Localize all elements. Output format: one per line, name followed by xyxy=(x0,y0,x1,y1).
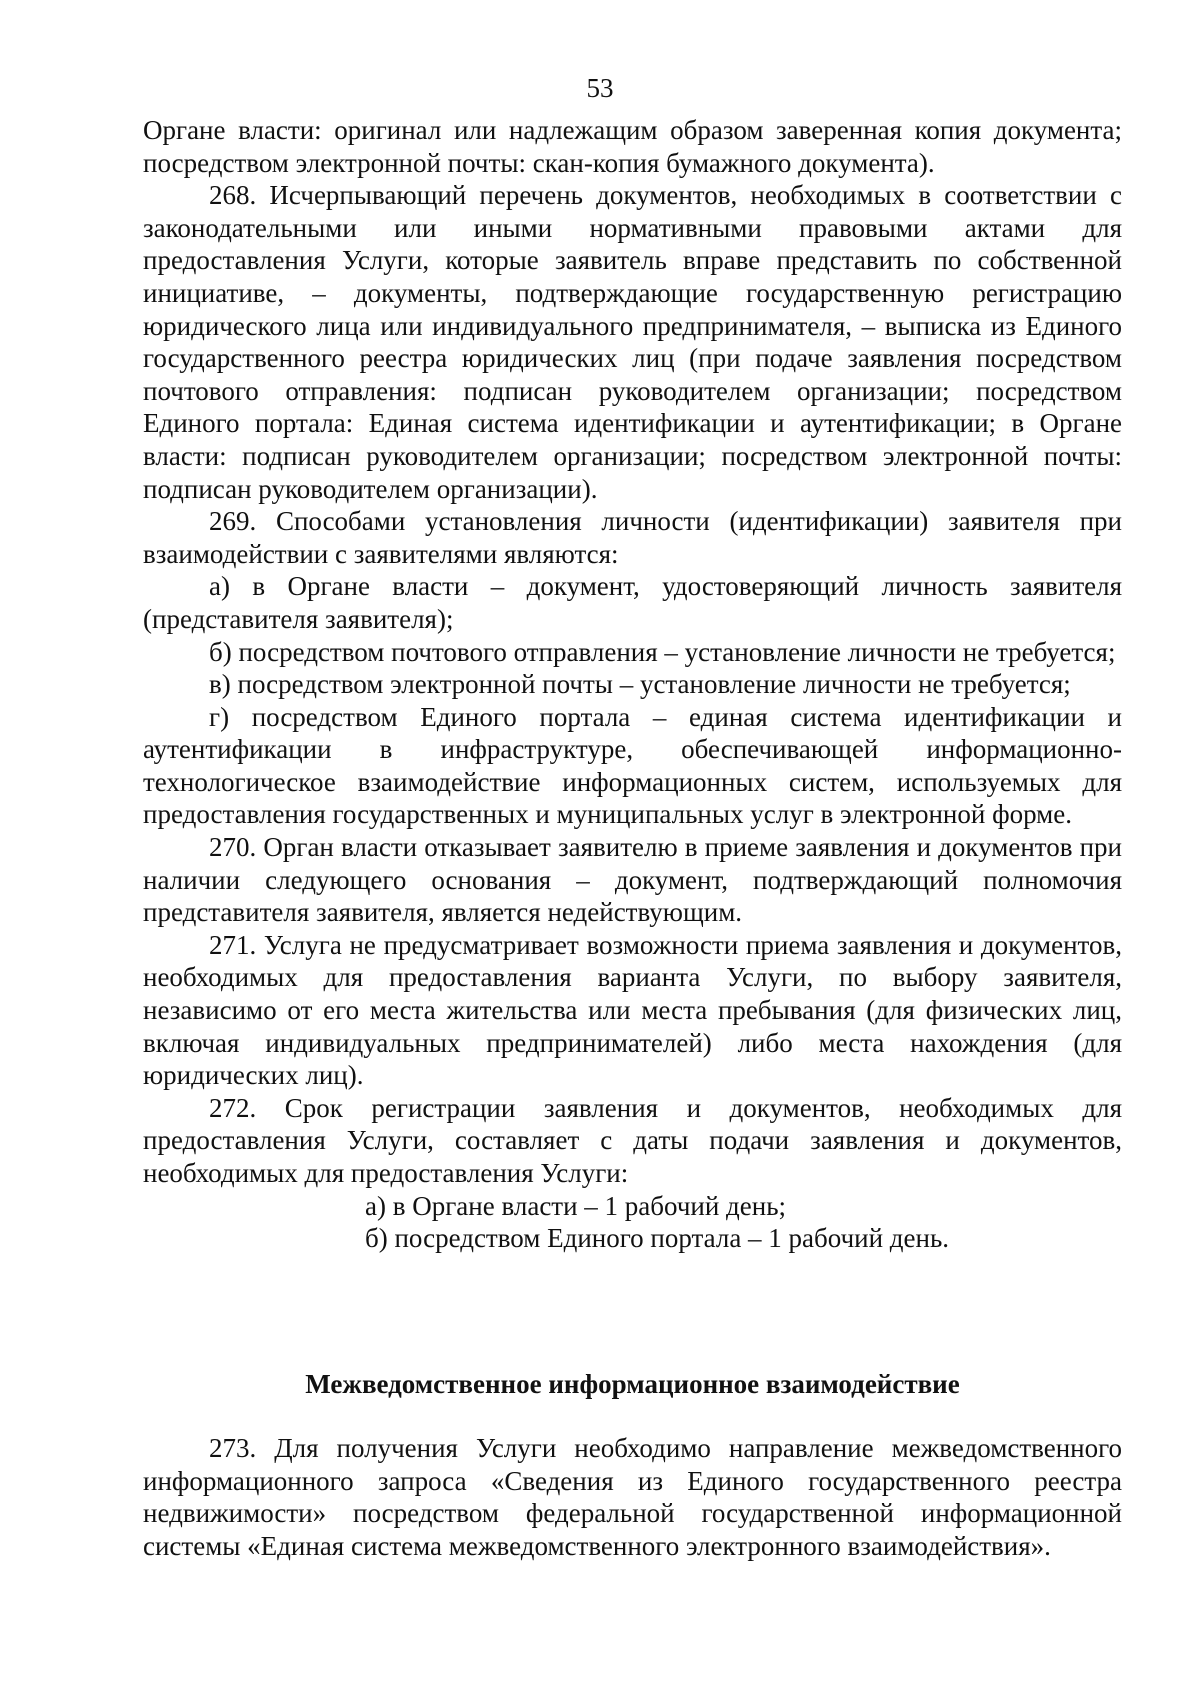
list-item-269-v: в) посредством электронной почты – установление личности не требуется; xyxy=(209,669,1071,700)
section-heading: Межведомственное информационное взаимодействие xyxy=(305,1369,960,1399)
paragraph-continuation: Органе власти: оригинал или надлежащим образом заверенная копия документа; посредством электронной почты: скан-копия бумажного документа). xyxy=(143,115,1122,178)
list-item-272-b: б) посредством Единого портала – 1 рабочий день. xyxy=(365,1223,950,1254)
page-number: 53 xyxy=(586,73,614,103)
section-body-text xyxy=(143,1432,1122,1562)
body-text xyxy=(143,114,1122,1255)
list-item-269-g: г) посредством Единого портала – единая система идентификации и аутентификации в инфраструктуре, обеспечивающей информационно-технологическое взаимодействие информационных систем, используемых для предоставления государственных и муниципальных услуг в электронной форме. xyxy=(143,701,1122,830)
paragraph-270: 270. Орган власти отказывает заявителю в приеме заявления и документов при наличии следующего основания – документ, подтверждающий полномочия представителя заявителя, является недействующим. xyxy=(143,832,1122,928)
paragraph-268: 268. Исчерпывающий перечень документов, необходимых в соответствии с законодательными или иными нормативными правовыми актами для предоставления Услуги, которые заявитель вправе представить по собственной инициативе, – документы, подтверждающие государственную регистрацию юридического лица или индивидуального предпринимателя, – выписка из Единого государственного реестра юридических лиц (при подаче заявления посредством почтового отправления: подписан руководителем организации; посредством Единого портала: Единая система идентификации и аутентификации; в Органе власти: подписан руководителем организации; посредством электронной почты: подписан руководителем организации). xyxy=(143,180,1122,504)
paragraph-271: 271. Услуга не предусматривает возможности приема заявления и документов, необходимых для предоставления варианта Услуги, по выбору заявителя, независимо от его места жительства или места пребывания (для физических лиц, включая индивидуальных предпринимателей) либо места нахождения (для юридических лиц). xyxy=(143,929,1122,1091)
paragraph-273: 273. Для получения Услуги необходимо направление межведомственного информационного запроса «Сведения из Единого государственного реестра недвижимости» посредством федеральной государственной информационной системы «Единая система межведомственного электронного взаимодействия». xyxy=(143,1433,1122,1561)
list-item-269-a: а) в Органе власти – документ, удостоверяющий личность заявителя (представителя заявителя); xyxy=(143,571,1122,634)
list-item-269-b: б) посредством почтового отправления – установление личности не требуется; xyxy=(209,636,1116,667)
paragraph-272: 272. Срок регистрации заявления и документов, необходимых для предоставления Услуги, составляет с даты подачи заявления и документов, необходимых для предоставления Услуги: xyxy=(143,1092,1122,1188)
paragraph-269: 269. Способами установления личности (идентификации) заявителя при взаимодействии с заявителями являются: xyxy=(143,506,1122,569)
list-item-272-a: а) в Органе власти – 1 рабочий день; xyxy=(365,1190,787,1221)
